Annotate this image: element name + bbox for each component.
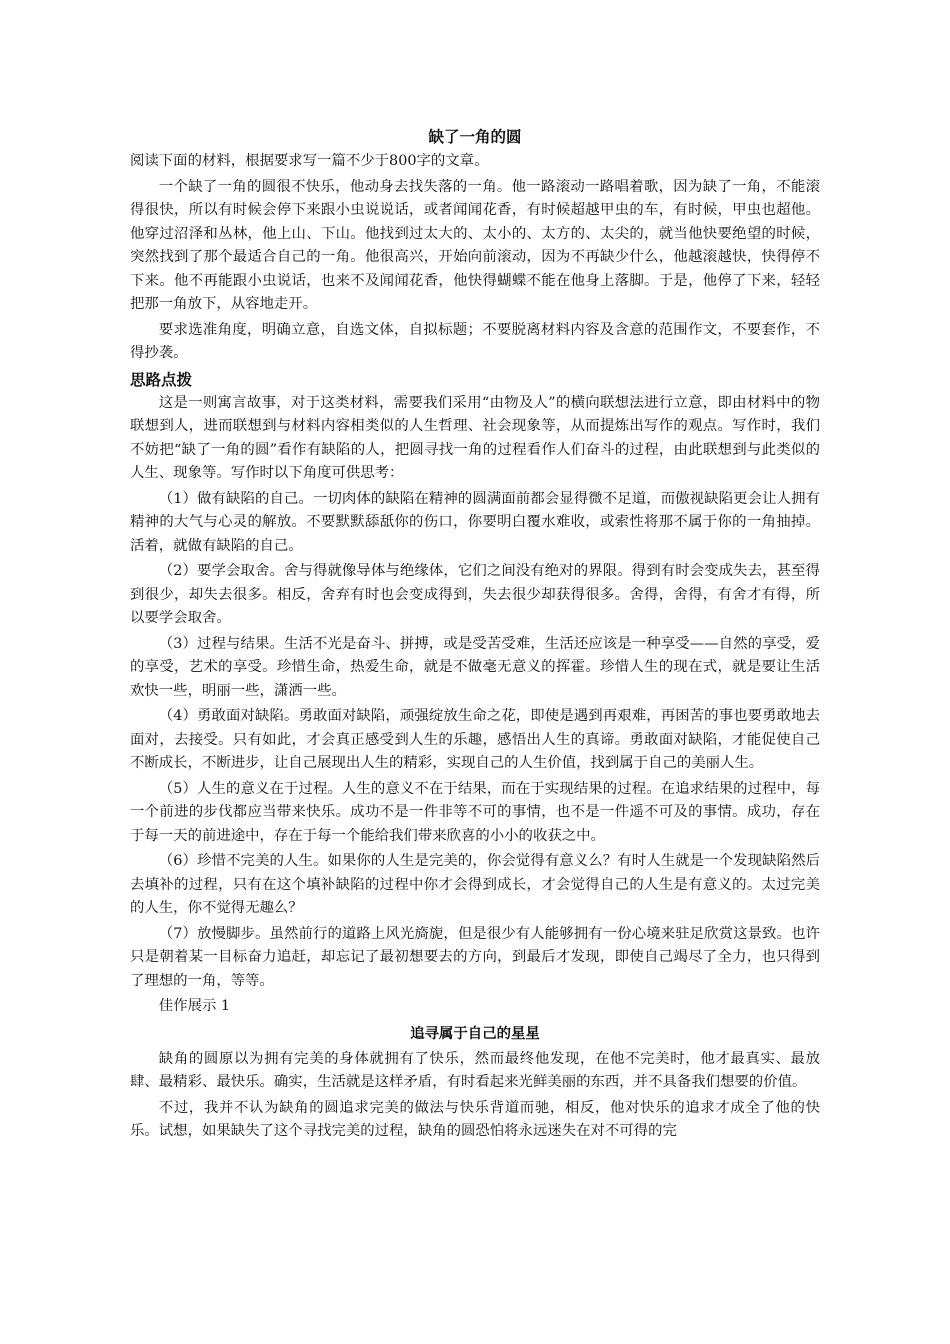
document-title: 缺了一角的圆 (428, 128, 522, 146)
point-paragraph-5: （5）人生的意义在于过程。人生的意义不在于结果，而在于实现结果的过程。在追求结果的过程中，每一个前进的步伐都应当带来快乐。成功不是一件非等不可的事情，也不是一件遥不可及的事情。成功，存在于每一天的前进途中，存在于每一个能给我们带来欣喜的小小的收获之中。 (130, 780, 820, 844)
instruction-text: 阅读下面的材料，根据要求写一篇不少于800字的文章。 (130, 153, 489, 169)
point-paragraph-4: （4）勇敢面对缺陷。勇敢面对缺陷，顽强绽放生命之花，即使是遇到再艰难，再困苦的事也要勇敢地去面对，去接受。只有如此，才会真正感受到人生的乐趣，感悟出人生的真谛。勇敢面对缺陷，才能促使自己不断成长，不断进步，让自己展现出人生的精彩，实现自己的人生价值，找到属于自己的美丽人生。 (130, 708, 820, 771)
point-paragraph-6: （6）珍惜不完美的人生。如果你的人生是完美的，你会觉得有意义么？有时人生就是一个发现缺陷然后去填补的过程，只有在这个填补缺陷的过程中你才会得到成长，才会觉得自己的人生是有意义的。太过完美的人生，你不觉得无趣么？ (130, 853, 820, 916)
intro-paragraph: 这是一则寓言故事，对于这类材料，需要我们采用“由物及人”的横向联想法进行立意，即由材料中的物联想到人，进而联想到与材料内容相类似的人生哲理、社会现象等，从而提炼出写作的观点。写作时，我们不妨把“缺了一角的圆”看作有缺陷的人，把圆寻找一角的过程看作人们奋斗的过程，由此联想到与此类似的人生、现象等。写作时以下角度可供思考： (130, 394, 820, 481)
section-heading: 思路点拨 (130, 370, 193, 389)
essay-paragraph-2: 不过，我并不认为缺角的圆追求完美的做法与快乐背道而驰，相反，他对快乐的追求才成全了他的快乐。试想，如果缺失了这个寻找完美的过程，缺角的圆恐怕将永远迷失在对不可得的完 (130, 1099, 820, 1139)
point-paragraph-1: （1）做有缺陷的自己。一切肉体的缺陷在精神的圆满面前都会显得微不足道，而傲视缺陷更会让人拥有精神的大气与心灵的解放。不要默默舔舐你的伤口，你要明白覆水难收，或索性将那不属于你的一角抽掉。活着，就做有缺陷的自己。 (130, 490, 820, 554)
point-paragraph-7: （7）放慢脚步。虽然前行的道路上风光旖旎，但是很少有人能够拥有一份心境来驻足欣赏这景致。也许只是朝着某一目标奋力追赶，却忘记了最初想要去的方向，到最后才发现，即使自己竭尽了全力，也只得到了理想的一角，等等。 (130, 925, 820, 989)
material-paragraph: 一个缺了一角的圆很不快乐，他动身去找失落的一角。他一路滚动一路唱着歌，因为缺了一角，不能滚得很快，所以有时候会停下来跟小虫说说话，或者闻闻花香，有时候超越甲虫的车，有时候，甲虫也超他。他穿过沼泽和丛林，他上山、下山。他找到过太大的、太小的、太方的、太尖的，就当他快要绝望的时候，突然找到了那个最适合自己的一角。他很高兴，开始向前滚动，因为不再缺少什么，他越滚越快，快得停不下来。他不再能跟小虫说话，也来不及闻闻花香，他快得蝴蝶不能在他身上落脚。于是，他停了下来，轻轻把那一角放下，从容地走开。 (130, 178, 820, 312)
point-paragraph-3: （3）过程与结果。生活不光是奋斗、拼搏，或是受苦受难，生活还应该是一种享受——自然的享受，爱的享受，艺术的享受。珍惜生命，热爱生命，就是不做毫无意义的挥霍。珍惜人生的现在式，就是要让生活欢快一些，明丽一些，潇洒一些。 (130, 635, 820, 699)
document-page (130, 124, 820, 1146)
essay-paragraph-1: 缺角的圆原以为拥有完美的身体就拥有了快乐，然而最终他发现，在他不完美时，他才最真实、最放肆、最精彩、最快乐。确实，生活就是这样矛盾，有时看起来光鲜美丽的东西，并不具备我们想要的价值。 (130, 1050, 820, 1090)
showcase-label: 佳作展示 1 (158, 998, 231, 1014)
point-paragraph-2: （2）要学会取舍。舍与得就像导体与绝缘体，它们之间没有绝对的界限。得到有时会变成失去，甚至得到很少，却失去很多。相反，舍弃有时也会变成得到，失去很少却获得很多。舍得，舍得，有舍才有得，所以要学会取舍。 (130, 563, 820, 626)
essay-title: 追寻属于自己的星星 (410, 1025, 540, 1042)
requirement-paragraph: 要求选准角度，明确立意，自选文体，自拟标题；不要脱离材料内容及含意的范围作文，不要套作，不得抄袭。 (130, 321, 820, 361)
